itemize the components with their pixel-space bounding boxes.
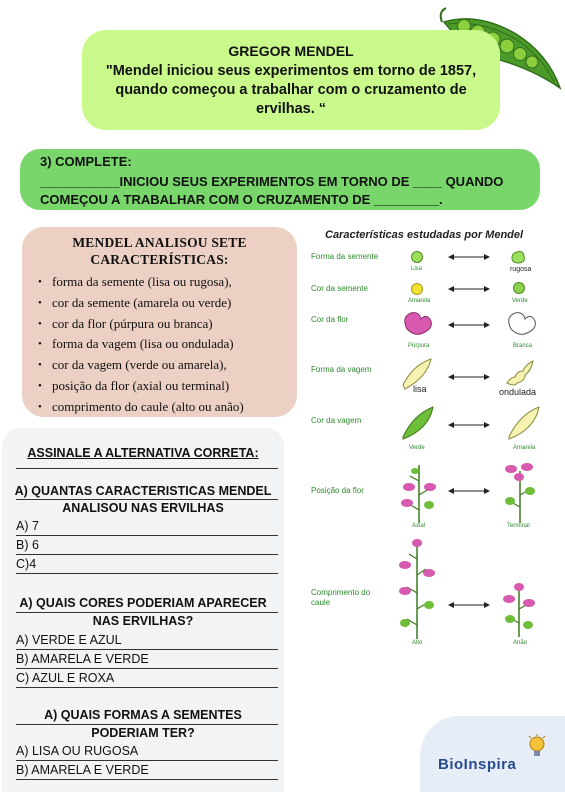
yellow-pod-icon — [509, 407, 539, 439]
figure-row-label: Comprimento do — [311, 588, 371, 597]
characteristics-heading-line-1: MENDEL ANALISOU SETE — [72, 235, 247, 250]
question-1-line-1: A) QUANTAS CARACTERISTICAS MENDEL — [14, 484, 272, 498]
divider — [16, 724, 278, 725]
question-2-option-a[interactable]: A) VERDE E AZUL — [16, 631, 278, 650]
characteristics-heading — [22, 234, 297, 268]
figure-caption: Verde — [512, 298, 528, 304]
figure-caption: Amarela — [513, 445, 536, 451]
title-quote: "Mendel iniciou seus experimentos em torno de 1857, quando começou a trabalhar com o cruzamento de ervilhas. “ — [105, 63, 477, 117]
characteristics-heading-line-2: CARACTERÍSTICAS: — [90, 252, 229, 267]
figure-caption: Púrpura — [408, 343, 430, 349]
bioinspira-logo — [420, 716, 565, 792]
title-box — [82, 30, 500, 130]
figure-row-label: Forma da vagem — [311, 365, 372, 374]
figure-row-label: Forma da semente — [311, 252, 379, 261]
figure-caption: Verde — [409, 445, 425, 451]
figure-caption: Alto — [412, 640, 423, 646]
list-item: • forma da semente (lisa ou rugosa), — [38, 272, 297, 293]
figure-caption: Branca — [513, 343, 533, 349]
characteristics-list — [22, 272, 297, 418]
figure-caption: Anão — [513, 640, 528, 646]
wrinkled-seed-icon — [512, 252, 524, 264]
divider — [16, 499, 278, 500]
question-1-option-b[interactable]: B) 6 — [16, 536, 278, 555]
question-3-line-1: A) QUAIS FORMAS A SEMENTES — [44, 708, 242, 722]
list-item: • cor da flor (púrpura ou branca) — [38, 314, 297, 335]
list-item: • forma da vagem (lisa ou ondulada) — [38, 334, 297, 355]
figure-row-label: Cor da flor — [311, 315, 349, 324]
figure-caption: Amarela — [408, 298, 431, 304]
green-pod-icon — [403, 407, 433, 439]
question-3-option-b[interactable]: B) AMARELA E VERDE — [16, 761, 278, 780]
question-2-line-2: NAS ERVILHAS? — [92, 614, 194, 628]
question-2-line-1: A) QUAIS CORES PODERIAM APARECER — [19, 596, 267, 610]
list-item: • comprimento do caule (alto ou anão) — [38, 397, 297, 418]
quiz-panel — [2, 428, 284, 792]
question-2-option-b[interactable]: B) AMARELA E VERDE — [16, 650, 278, 669]
logo-text: BioInspira — [438, 756, 517, 773]
figure-row-label: Cor da semente — [311, 284, 368, 293]
complete-line-1: ___________INICIOU SEUS EXPERIMENTOS EM TORNO DE ____ QUANDO — [40, 174, 504, 189]
mendel-characteristics-figure — [305, 225, 557, 655]
tall-plant-icon — [399, 539, 435, 639]
figure-caption: lisa — [413, 384, 427, 394]
figure-drawing — [305, 225, 557, 655]
figure-row-label: caule — [311, 598, 331, 607]
figure-row-label: Posição da flor — [311, 486, 364, 495]
terminal-flower-plant-icon — [505, 463, 535, 523]
list-item: • cor da vagem (verde ou amarela), — [38, 355, 297, 376]
list-item: • posição da flor (axial ou terminal) — [38, 376, 297, 397]
figure-caption: Terminal — [507, 523, 530, 529]
question-1-option-c[interactable]: C)4 — [16, 555, 278, 574]
constricted-pod-icon — [507, 361, 533, 385]
title-heading: GREGOR MENDEL — [228, 43, 354, 59]
figure-row-label: Cor da vagem — [311, 416, 362, 425]
white-flower-icon — [509, 313, 536, 335]
question-3-line-2: PODERIAM TER? — [91, 726, 195, 740]
complete-exercise-box — [20, 149, 540, 210]
characteristics-box — [22, 227, 297, 417]
question-1-line-2: ANALISOU NAS ERVILHAS — [62, 501, 224, 515]
figure-title: Características estudadas por Mendel — [325, 229, 524, 241]
quiz-heading: ASSINALE A ALTERNATIVA CORRETA: — [27, 446, 259, 460]
green-seed-icon — [514, 283, 525, 294]
complete-sentence — [40, 173, 530, 209]
figure-caption: ondulada — [499, 387, 537, 397]
figure-caption: rugosa — [510, 266, 532, 273]
yellow-seed-icon — [412, 284, 423, 295]
question-1-option-a[interactable]: A) 7 — [16, 517, 278, 536]
question-2-option-c[interactable]: C) AZUL E ROXA — [16, 669, 278, 688]
lightbulb-icon — [526, 734, 548, 762]
dwarf-plant-icon — [503, 583, 535, 637]
figure-caption: Axial — [412, 523, 426, 529]
axial-flower-plant-icon — [401, 465, 436, 523]
divider — [16, 612, 278, 613]
list-item: • cor da semente (amarela ou verde) — [38, 293, 297, 314]
divider — [16, 468, 278, 469]
purple-flower-icon — [405, 313, 432, 335]
smooth-seed-icon — [412, 252, 423, 263]
question-3-option-a[interactable]: A) LISA OU RUGOSA — [16, 742, 278, 761]
complete-label: 3) COMPLETE: — [40, 154, 132, 169]
figure-caption: Lisa — [411, 266, 423, 272]
complete-line-2: COMEÇOU A TRABALHAR COM O CRUZAMENTO DE _________. — [40, 192, 443, 207]
